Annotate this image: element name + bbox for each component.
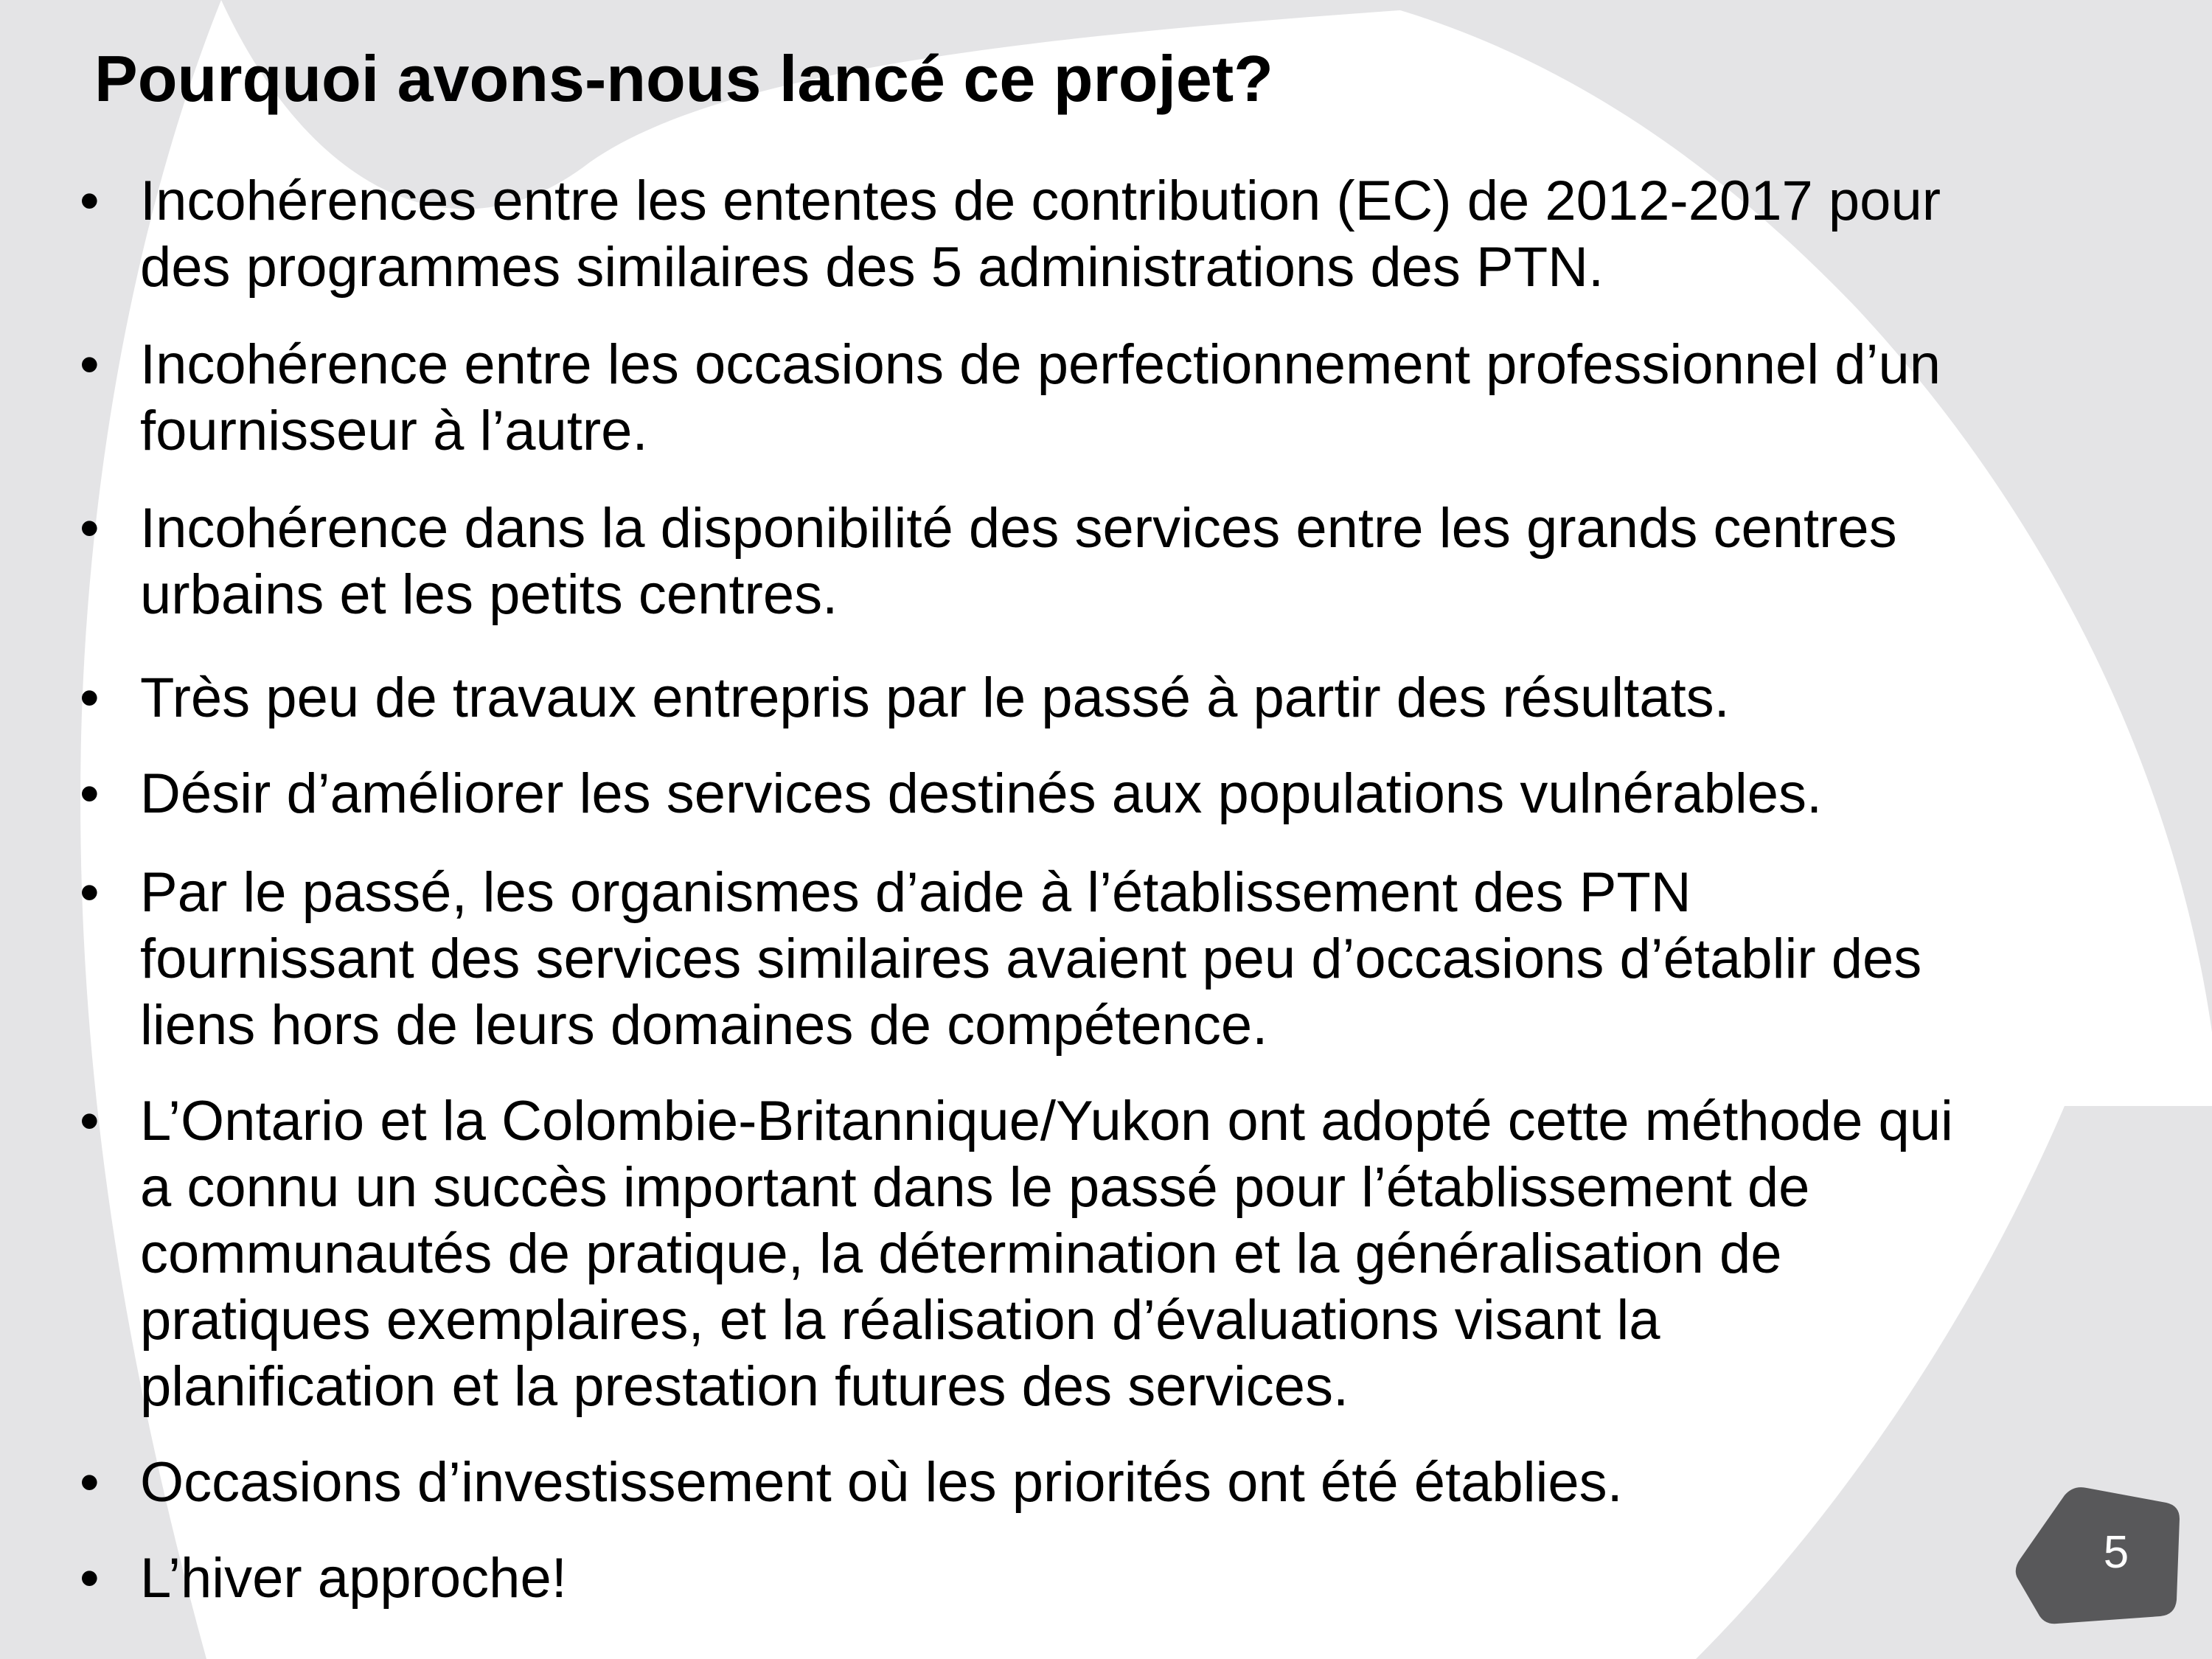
bullet-text-line: des programmes similaires des 5 administrations des PTN. <box>140 236 1604 299</box>
bullet-text-line: Incohérence dans la disponibilité des services entre les grands centres <box>140 497 1897 560</box>
bullet-text-line: Très peu de travaux entrepris par le passé à partir des résultats. <box>140 667 1730 729</box>
bullet-marker: • <box>80 1451 100 1514</box>
bullet-text-line: Incohérence entre les occasions de perfectionnement professionnel d’un <box>140 333 1941 396</box>
bullet-text-line: L’Ontario et la Colombie-Britannique/Yukon ont adopté cette méthode qui <box>140 1090 1953 1152</box>
bullet-marker: • <box>80 667 100 729</box>
bullet-text-line: Par le passé, les organismes d’aide à l’établissement des PTN <box>140 861 1691 924</box>
bullet-marker: • <box>80 333 100 396</box>
bullet-marker: • <box>80 762 100 825</box>
bullet-text-line: Incohérences entre les ententes de contribution (EC) de 2012-2017 pour <box>140 170 1941 232</box>
bullet-marker: • <box>80 497 100 560</box>
bullet-marker: • <box>80 1547 100 1610</box>
bullet-marker: • <box>80 1090 100 1152</box>
bullet-marker: • <box>80 861 100 924</box>
bullet-text-line: fournissant des services similaires avaient peu d’occasions d’établir des <box>140 928 1922 990</box>
bullet-text-line: L’hiver approche! <box>140 1547 567 1610</box>
bullet-text-line: Désir d’améliorer les services destinés aux populations vulnérables. <box>140 762 1823 825</box>
slide-title: Pourquoi avons-nous lancé ce projet? <box>94 42 1273 115</box>
bullet-text-line: planification et la prestation futures des services. <box>140 1355 1349 1418</box>
bullet-marker: • <box>80 170 100 232</box>
bullet-text-line: liens hors de leurs domaines de compétence. <box>140 994 1268 1057</box>
bullet-text-line: a connu un succès important dans le passé pour l’établissement de <box>140 1156 1810 1219</box>
bullet-text-line: fournisseur à l’autre. <box>140 400 648 462</box>
bullet-text-line: urbains et les petits centres. <box>140 563 838 626</box>
bullet-text-line: Occasions d’investissement où les priorités ont été établies. <box>140 1451 1623 1514</box>
bullet-text-line: communautés de pratique, la détermination et la généralisation de <box>140 1222 1782 1285</box>
page-number: 5 <box>2103 1527 2129 1578</box>
bullet-text-line: pratiques exemplaires, et la réalisation d’évaluations visant la <box>140 1289 1660 1352</box>
